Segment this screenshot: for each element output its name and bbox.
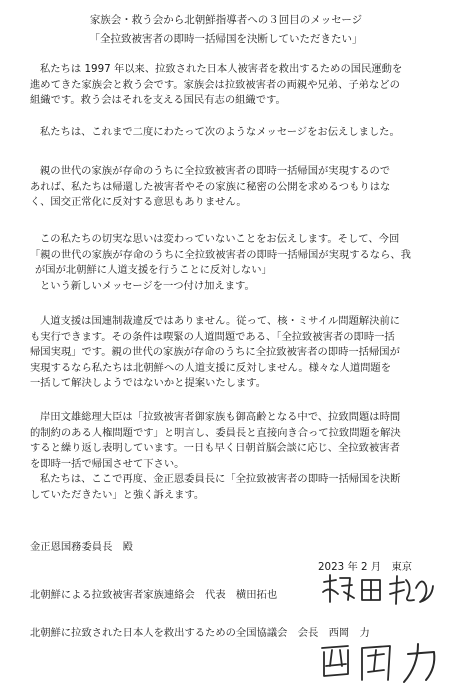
signer-family-association: 北朝鮮による拉致被害者家族連絡会 代表 横田拓也 — [30, 589, 278, 601]
paragraph-intro: 私たちは 1997 年以来、拉致された日本人被害者を救出するための国民運動を 進めてきた家族会と救う会です。家族会は拉致被害者の両親や兄弟、子弟などの 組織です。救う会はそれを支える国民有志の組織です。 — [30, 63, 403, 106]
paragraph-new-message: この私たちの切実な思いは変わっていないことをお伝えします。そして、今回 「親の世代の家族が存命のうちに全拉致被害者の即時一括帰国が実現するなら、我 が国が北朝鮮に人道支援を行うことに反対しない」 という新しいメッセージを一つ付け加えます。 — [30, 233, 411, 292]
handwritten-signature-yokota — [320, 572, 435, 610]
paragraph-appeal: 私たちは、ここで再度、金正恩委員長に「全拉致被害者の即時一括帰国を決断 していただきたい」と強く訴えます。 — [30, 473, 401, 501]
document-title: 家族会・救う会から北朝鮮指導者への３回目のメッセージ — [89, 14, 363, 26]
date-location: 2023 年 2 月 東京 — [318, 561, 413, 573]
document-subtitle: 「全拉致被害者の即時一括帰国を決断していただきたい」 — [89, 33, 363, 45]
paragraph-quoted-message: 親の世代の家族が存命のうちに全拉致被害者の即時一括帰国が実現するので あれば、私たちは帰還した被害者やその家族に秘密の公開を求めるつもりはな く、国交正常化に反対する意思もありません。 — [30, 165, 391, 208]
paragraph-previous-messages: 私たちは、これまで二度にわたって次のようなメッセージをお伝えしました。 — [40, 126, 400, 138]
signer-national-council: 北朝鮮に拉致された日本人を救出するための全国協議会 会長 西岡 力 — [30, 627, 370, 639]
paragraph-prime-minister: 岸田文雄総理大臣は「拉致被害者御家族も御高齢となる中で、拉致問題は時間 的制約のある人権問題です」と明言し、委員長と直接向き合って拉致問題を解決 すると繰り返し表明しています。一日も早く日朝首脳会談に応じ、全拉致被害者 を即時一括で帰国させて下さい。 — [30, 411, 401, 470]
paragraph-humanitarian-aid: 人道支援は国連制裁違反ではありません。従って、核・ミサイル問題解決前に も実行できます。その条件は喫緊の人道問題である、「全拉致被害者の即時一括 帰国実現」です。親の世代の家族が存命のうちに全拉致被害者の即時一括帰国が 実現するなら私たちは北朝鮮への人道支援に反対しません。様々な人道問題を 一括して解決しようではないかと提案いたします。 — [30, 315, 401, 389]
addressee: 金正恩国務委員長 殿 — [30, 541, 133, 553]
handwritten-signature-nishioka — [318, 640, 440, 688]
